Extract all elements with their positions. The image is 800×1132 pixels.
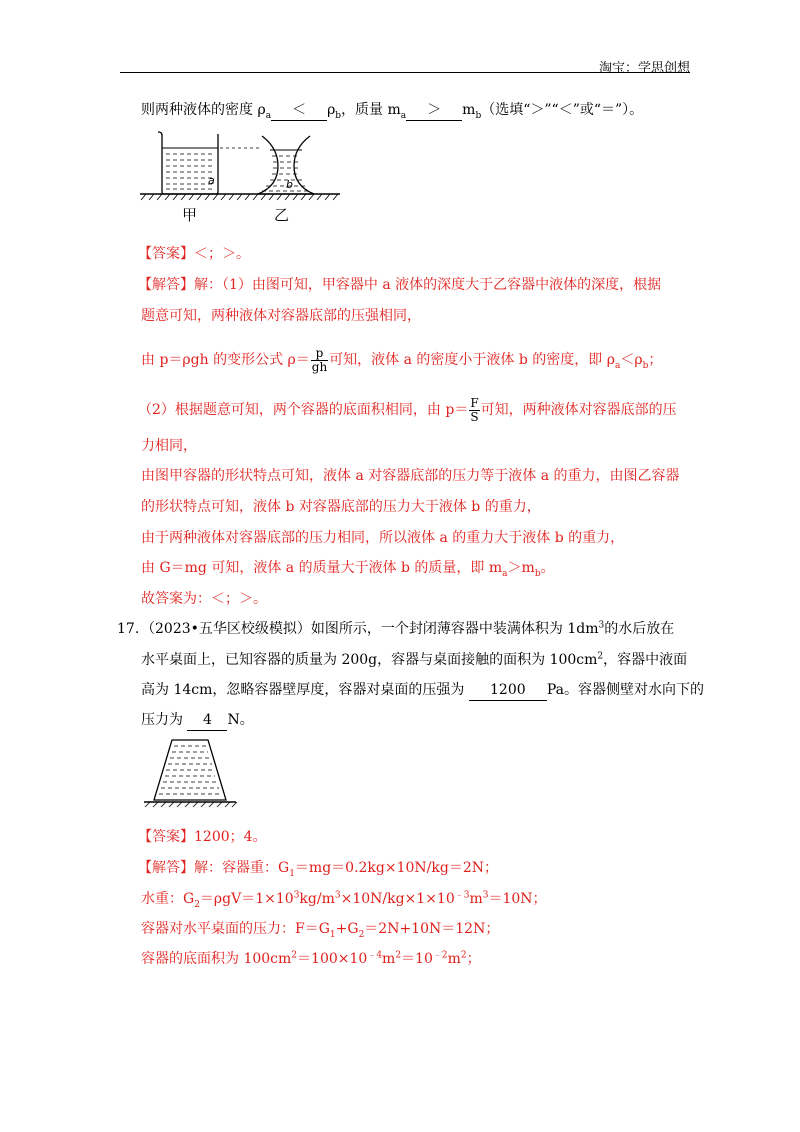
q17-solution-line-3: 容器对水平桌面的压力：$F=G_1+G_2=2N+10N=12N$； [141,921,500,940]
page-header-source: 淘宝：学思创想 [598,61,690,76]
q16-solution-line-9: 由 G＝mg 可知，液体 a 的质量大于液体 b 的质量，即 $m_a>m_b$。 [141,560,555,579]
fig-label-yi: 乙 [274,206,290,224]
q17-question-line-2: 水平桌面上，已知容器的质量为 200g，容器与桌面接触的面积为 $100cm^2$，容器中液面 [141,651,688,668]
q17-blank-pressure: 1200 [469,680,547,701]
q16-solution-line-1: 【解答】解：（1）由图可知，甲容器中 a 液体的深度大于乙容器中液体的深度，根据 [138,277,662,293]
q16-blank-density: ＜ [271,100,327,121]
header-divider [120,72,690,73]
q17-question-line-4: 压力为 4 N。 [141,710,254,731]
q17-solution-line-2: 水重：$G_2=\rho gV=1\times 10^3kg/m^3\times 10N/kg\times 1\times 10^{﹣3}m^3=10N$； [141,890,547,910]
q16-containers-figure [140,126,340,224]
q16-final-answer: 故答案为：＜；＞。 [141,591,267,607]
q17-solution-line-1: 【解答】解：容器重：$G_1=mg=0.2kg\times 10N/kg=2N$； [138,860,498,879]
q16-solution-line-3: 由 p＝ρgh 的变形公式 ρ＝ $\frac{p}{gh}$ 可知，液体 a 的密度小于液体 b 的密度，即 $\rho_a<\rho_b$； [141,345,663,374]
q16-solution-line-5: 力相同， [141,438,197,454]
q16-solution-line-6: 由图甲容器的形状特点可知，液体 a 对容器底部的压力等于液体 a 的重力，由图乙容器 [141,468,680,484]
q17-number: 17. [117,621,140,637]
q17-question-line-3: 高为 14cm，忽略容器壁厚度，容器对桌面的压强为 1200 Pa。容器侧壁对水向下的 [141,680,704,701]
q17-answer: 【答案】1200；4。 [138,829,267,845]
fraction-f-over-s: $\frac{F}{S}$ [470,395,479,424]
q16-solution-line-2: 题意可知，两种液体对容器底部的压强相同， [141,308,421,324]
q17-container-figure [142,736,238,808]
fraction-p-over-gh: $\frac{p}{gh}$ [311,345,328,374]
q17-question-line-1: （2023•五华区校级模拟）如图所示，一个封闭薄容器中装满体积为 $1dm^3$的水后放在 [141,620,675,637]
q16-solution-line-8: 由于两种液体对容器底部的压力相同，所以液体 a 的重力大于液体 b 的重力， [141,530,625,546]
q16-solution-line-7: 的形状特点可知，液体 b 对容器底部的压力大于液体 b 的重力， [141,499,541,515]
q17-solution-line-4: 容器的底面积为 $100cm^2=100\times 10^{﹣4}m^2=10^{﹣2}m^2$； [141,950,481,967]
q17-blank-force: 4 [187,710,227,731]
fig-label-b: b [286,178,293,191]
q16-question-line: 则两种液体的密度 $\rho_a < \rho_b$，质量 $m_a > m_b$（选填“＞”“＜”或“＝”）。 [141,102,644,121]
q16-solution-line-4: （2）根据题意可知，两个容器的底面积相同，由 p＝ $\frac{F}{S}$ 可知，两种液体对容器底部的压 [138,395,677,424]
q16-answer: 【答案】＜；＞。 [138,246,250,262]
q16-blank-mass: ＞ [406,100,462,121]
fig-label-jia: 甲 [182,206,198,224]
fig-label-a: a [208,174,215,187]
